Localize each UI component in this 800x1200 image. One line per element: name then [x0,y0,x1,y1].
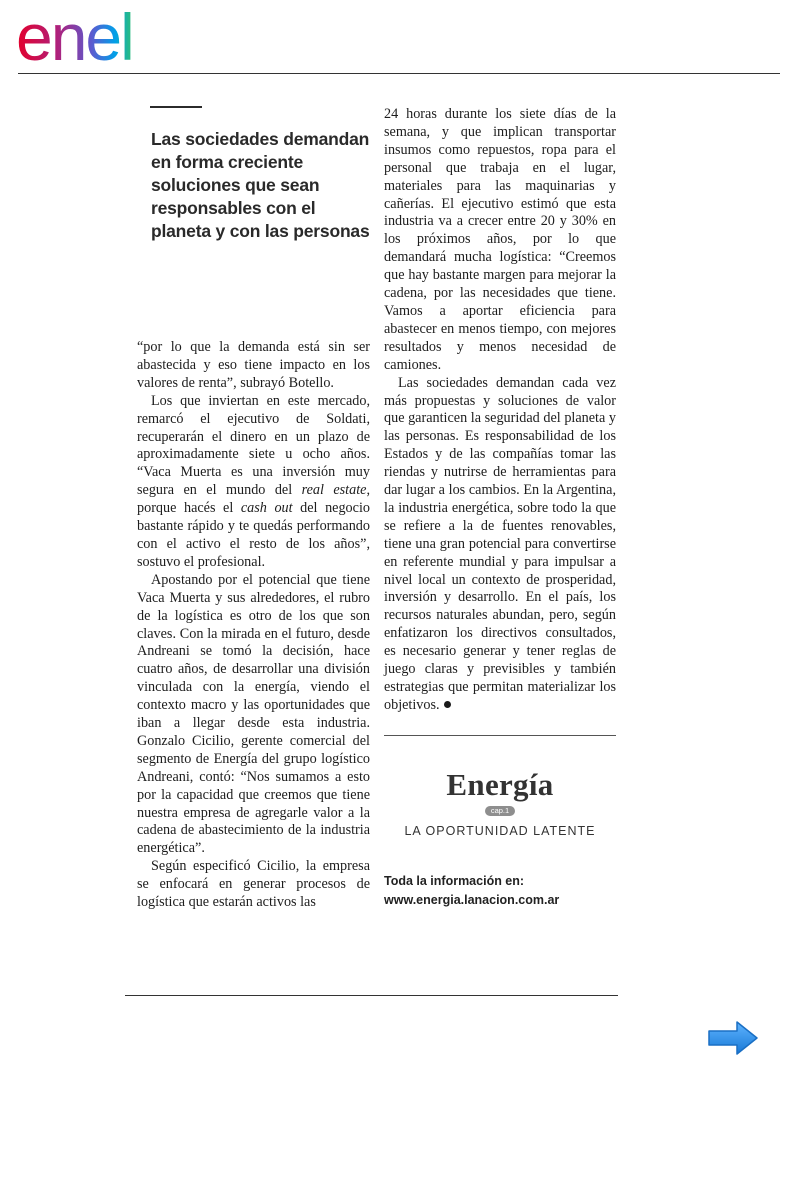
end-of-article-mark [444,701,451,708]
pullquote-rule [150,106,202,108]
promo-divider [384,735,616,736]
info-label: Toda la información en: [384,873,525,888]
enel-logo [16,4,182,68]
header-divider [18,73,780,74]
paragraph: Apostando por el potencial que tiene Vaca Muerta y sus alrededores, el rubro de la logística es otro de los que son claves. Con la mirada en el futuro, desde Andreani se tomó la decisión, hace cuatro años, de desarrollar una división vinculada con la energía, viendo el contexto macro y las oportunidades que iban a llegar desde esta industria. Gonzalo Cicilio, gerente comercial del segmento de Energía del grupo logístico Andreani, contó: “Nos sumamos a esto por la capacidad que creemos que tiene nuestra empresa de agregarle valor a la cadena de abastecimiento de la industria energética”. [137,571,370,857]
energia-promo [384,766,616,838]
paragraph: Según especificó Cicilio, la empresa se enfocará en generar procesos de logística que estarán activos las [137,858,370,911]
promo-subtitle: LA OPORTUNIDAD LATENTE [404,823,596,838]
info-url[interactable]: www.energia.lanacion.com.ar [384,892,560,907]
footer-divider [125,995,618,996]
article-body-right [384,106,616,715]
info-block [384,872,616,910]
article-body-left [137,339,370,912]
paragraph: 24 horas durante los siete días de la semana, y que implican transportar insumos como repuestos, ropa para el personal que trabaja en el lugar, materiales para las maquinarias y cañerías. El ejecutivo estimó que esta industria va a crecer entre 20 y 30% en los próximos años, por lo que demandará mucha logística: “Creemos que hay bastante margen para mejorar la cadena, por las necesidades que tiene. Vamos a aportar eficiencia para abastecer en menos tiempo, con mejores resultados y menos necesidad de camiones. [384,106,616,373]
chapter-badge: cap.1 [485,806,515,816]
pullquote: Las sociedades demandan en forma creciente soluciones que sean responsables con el planeta y con las personas [151,129,370,241]
paragraph: Los que inviertan en este mercado, remarcó el ejecutivo de Soldati, recuperarán el dinero en un plazo de aproximadamente siete u ocho años. “Vaca Muerta es una inversión muy segura en el mundo del real estate, porque hacés el cash out del negocio bastante rápido y te quedás performando con el activo el resto de los años”, sostuvo el profesional. [137,392,370,570]
svg-text:enel: enel [16,4,133,68]
paragraph: “por lo que la demanda está sin ser abastecida y eso tiene impacto en los valores de renta”, subrayó Botello. [137,339,370,391]
paragraph: Las sociedades demandan cada vez más propuestas y soluciones de valor que garanticen la seguridad del planeta y las personas. Es responsabilidad de los Estados y de las compañías tomar las riendas y nutrirse de herramientas para dar lugar a los cambios. En la Argentina, la industria energética, sobre todo la que se refiere a la de fuentes renovables, tiene una gran potencial para convertirse en referente mundial y para impulsar a nivel local un contexto de prosperidad, inversión y desarrollo. En el país, los recursos naturales abundan, pero, según enfatizaron los directivos consultados, es necesario generar y tener reglas de juego claras y previsibles y también estrategias que permitan materializar los objetivos. [384,374,616,713]
arrow-right-icon[interactable] [707,1020,759,1056]
article-column-left [137,106,370,912]
promo-title: Energía [446,766,554,802]
article-column-right [384,106,616,910]
